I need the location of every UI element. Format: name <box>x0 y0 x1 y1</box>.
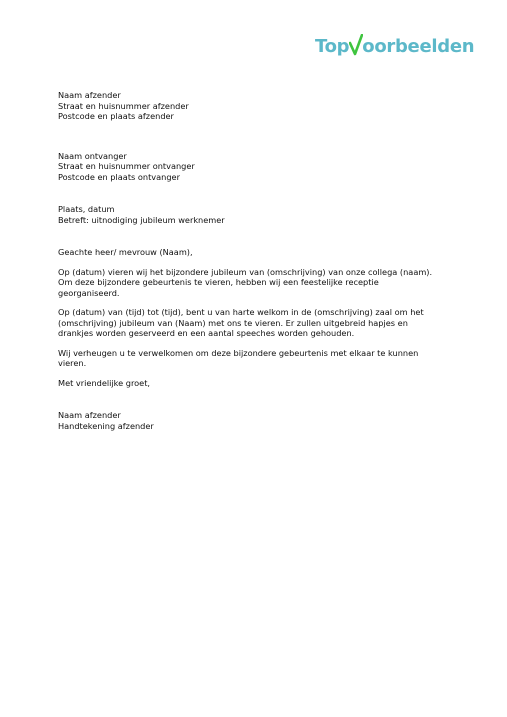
sender-postal: Postcode en plaats afzender <box>58 111 174 121</box>
paragraph-line: georganiseerd. <box>58 287 120 298</box>
logo-text-top: Top <box>315 36 350 57</box>
signature-line: Handtekening afzender <box>58 420 154 431</box>
paragraph-line: (omschrijving) jubileum van (Naam) met ons te vieren. Er zullen uitgebreid hapjes en <box>58 317 408 328</box>
sender-name: Naam afzender <box>58 90 121 100</box>
paragraph-3 <box>58 348 458 369</box>
paragraph-2 <box>58 307 458 339</box>
logo-text-rest: oorbeelden <box>362 36 475 57</box>
paragraph-line: Wij verheugen u te verwelkomen om deze bijzondere gebeurtenis met elkaar te kunnen <box>58 347 419 358</box>
recipient-name: Naam ontvanger <box>58 150 127 161</box>
subject-line: Betreft: uitnodiging jubileum werknemer <box>58 214 225 225</box>
topvoorbeelden-logo <box>315 30 474 56</box>
recipient-postal: Postcode en plaats ontvanger <box>58 171 180 182</box>
signature-block <box>58 410 458 431</box>
paragraph-line: Op (datum) van (tijd) tot (tijd), bent u van harte welkom in de (omschrijving) zaal om het <box>58 307 424 317</box>
paragraph-1 <box>58 267 458 299</box>
place-date: Plaats, datum <box>58 204 115 214</box>
paragraph-line: Op (datum) vieren wij het bijzondere jubileum van (omschrijving) van onze collega (naam). <box>58 266 433 277</box>
paragraph-line: drankjes worden geserveerd en een aantal speeches worden gehouden. <box>58 328 355 338</box>
sender-street: Straat en huisnummer afzender <box>58 100 189 111</box>
letter-body <box>58 90 458 431</box>
closing: Met vriendelijke groet, <box>58 377 151 388</box>
recipient-address <box>58 151 458 183</box>
signature-name: Naam afzender <box>58 410 121 420</box>
sender-address <box>58 90 458 122</box>
salutation: Geachte heer/ mevrouw (Naam), <box>58 247 193 257</box>
recipient-street: Straat en huisnummer ontvanger <box>58 161 195 171</box>
logo-v-checkmark-icon <box>349 34 363 56</box>
paragraph-line: vieren. <box>58 358 87 368</box>
paragraph-line: Om deze bijzondere gebeurtenis te vieren, hebben wij een feestelijke receptie <box>58 277 379 287</box>
letter-meta <box>58 204 458 225</box>
